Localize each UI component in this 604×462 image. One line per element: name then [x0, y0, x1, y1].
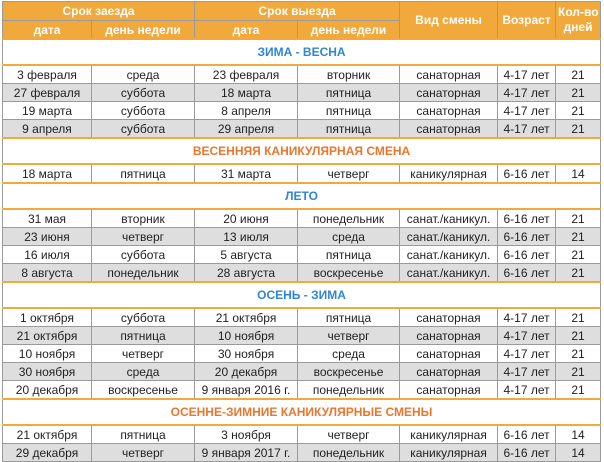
days-cell: 14 — [556, 444, 601, 462]
shift-type-cell: санаторная — [400, 120, 498, 139]
departure-weekday-cell: понедельник — [298, 381, 400, 400]
age-cell: 4-17 лет — [498, 327, 556, 345]
age-cell: 4-17 лет — [498, 65, 556, 84]
table-row — [3, 308, 601, 327]
holiday-shift-title: ОСЕННЕ-ЗИМНИЕ КАНИКУЛЯРНЫЕ СМЕНЫ — [3, 399, 601, 425]
arrival-date-cell: 23 июня — [3, 228, 92, 246]
departure-weekday-cell: воскресенье — [298, 264, 400, 283]
table-row — [3, 209, 601, 228]
arrival-date-header: дата — [3, 21, 92, 40]
arrival-weekday-cell: среда — [92, 65, 195, 84]
age-cell: 4-17 лет — [498, 363, 556, 381]
arrival-date-cell: 21 октября — [3, 425, 92, 444]
arrival-weekday-cell: суббота — [92, 120, 195, 139]
shift-type-cell: санат./каникул. — [400, 246, 498, 264]
season-header-row — [3, 39, 601, 65]
holiday-shift-header-row — [3, 399, 601, 425]
departure-date-cell: 5 августа — [195, 246, 298, 264]
days-header-line1: Кол-во — [558, 5, 599, 19]
departure-date-cell: 28 августа — [195, 264, 298, 283]
table-row — [3, 381, 601, 400]
arrival-weekday-cell: четверг — [92, 228, 195, 246]
arrival-weekday-cell: среда — [92, 363, 195, 381]
departure-weekday-cell: четверг — [298, 425, 400, 444]
departure-date-header: дата — [195, 21, 298, 40]
departure-weekday-cell: пятница — [298, 120, 400, 139]
holiday-shift-title: ВЕСЕННЯЯ КАНИКУЛЯРНАЯ СМЕНА — [3, 138, 601, 164]
days-header-line2: дней — [563, 20, 593, 34]
table-row — [3, 345, 601, 363]
shift-type-cell: санат./каникул. — [400, 264, 498, 283]
departure-weekday-header: день недели — [298, 21, 400, 40]
season-title: ЗИМА - ВЕСНА — [3, 39, 601, 65]
arrival-date-cell: 30 ноября — [3, 363, 92, 381]
arrival-weekday-cell: пятница — [92, 425, 195, 444]
age-cell: 4-17 лет — [498, 381, 556, 400]
arrival-date-cell: 10 ноября — [3, 345, 92, 363]
age-cell: 4-17 лет — [498, 120, 556, 139]
shift-type-cell: санаторная — [400, 363, 498, 381]
arrival-weekday-cell: воскресенье — [92, 381, 195, 400]
departure-date-cell: 20 июня — [195, 209, 298, 228]
shift-type-cell: каникулярная — [400, 425, 498, 444]
arrival-date-cell: 31 мая — [3, 209, 92, 228]
arrival-weekday-cell: четверг — [92, 345, 195, 363]
arrival-date-cell: 29 декабря — [3, 444, 92, 462]
departure-date-cell: 18 марта — [195, 84, 298, 102]
departure-weekday-cell: среда — [298, 345, 400, 363]
shift-type-cell: санаторная — [400, 308, 498, 327]
camp-shift-schedule-table — [2, 1, 601, 462]
holiday-shift-header-row — [3, 138, 601, 164]
departure-weekday-cell: пятница — [298, 246, 400, 264]
shift-type-cell: санаторная — [400, 327, 498, 345]
departure-date-cell: 9 января 2016 г. — [195, 381, 298, 400]
table-row — [3, 102, 601, 120]
days-cell: 21 — [556, 264, 601, 283]
age-cell: 6-16 лет — [498, 264, 556, 283]
age-cell: 4-17 лет — [498, 308, 556, 327]
departure-weekday-cell: вторник — [298, 65, 400, 84]
arrival-weekday-cell: суббота — [92, 246, 195, 264]
season-title: ЛЕТО — [3, 183, 601, 209]
days-header — [556, 2, 601, 40]
age-cell: 6-16 лет — [498, 209, 556, 228]
days-cell: 21 — [556, 102, 601, 120]
arrival-weekday-cell: вторник — [92, 209, 195, 228]
table-row — [3, 164, 601, 183]
season-header-row — [3, 183, 601, 209]
age-cell: 4-17 лет — [498, 345, 556, 363]
schedule-body — [3, 39, 601, 462]
days-cell: 21 — [556, 345, 601, 363]
departure-header: Срок выезда — [195, 2, 400, 21]
table-row — [3, 246, 601, 264]
arrival-date-cell: 8 августа — [3, 264, 92, 283]
shift-type-header: Вид смены — [400, 2, 498, 40]
table-row — [3, 264, 601, 283]
days-cell: 21 — [556, 84, 601, 102]
shift-type-cell: санаторная — [400, 84, 498, 102]
shift-type-cell: санат./каникул. — [400, 228, 498, 246]
shift-type-cell: санаторная — [400, 65, 498, 84]
days-cell: 21 — [556, 228, 601, 246]
arrival-date-cell: 16 июля — [3, 246, 92, 264]
arrival-weekday-cell: пятница — [92, 164, 195, 183]
days-cell: 21 — [556, 327, 601, 345]
table-row — [3, 84, 601, 102]
days-cell: 21 — [556, 381, 601, 400]
departure-weekday-cell: понедельник — [298, 209, 400, 228]
arrival-weekday-cell: суббота — [92, 84, 195, 102]
days-cell: 21 — [556, 246, 601, 264]
arrival-weekday-cell: суббота — [92, 308, 195, 327]
shift-type-cell: санаторная — [400, 381, 498, 400]
departure-weekday-cell: пятница — [298, 308, 400, 327]
departure-weekday-cell: воскресенье — [298, 363, 400, 381]
arrival-date-cell: 20 декабря — [3, 381, 92, 400]
days-cell: 21 — [556, 65, 601, 84]
arrival-date-cell: 21 октября — [3, 327, 92, 345]
table-row — [3, 327, 601, 345]
departure-weekday-cell: четверг — [298, 164, 400, 183]
season-header-row — [3, 282, 601, 308]
days-cell: 21 — [556, 363, 601, 381]
table-row — [3, 65, 601, 84]
departure-weekday-cell: пятница — [298, 84, 400, 102]
departure-date-cell: 9 января 2017 г. — [195, 444, 298, 462]
departure-date-cell: 30 ноября — [195, 345, 298, 363]
shift-type-cell: каникулярная — [400, 444, 498, 462]
arrival-weekday-cell: суббота — [92, 102, 195, 120]
departure-date-cell: 10 ноября — [195, 327, 298, 345]
shift-type-cell: санат./каникул. — [400, 209, 498, 228]
arrival-date-cell: 27 февраля — [3, 84, 92, 102]
departure-date-cell: 29 апреля — [195, 120, 298, 139]
days-cell: 21 — [556, 209, 601, 228]
age-cell: 6-16 лет — [498, 425, 556, 444]
age-header: Возраст — [498, 2, 556, 40]
age-cell: 6-16 лет — [498, 164, 556, 183]
season-title: ОСЕНЬ - ЗИМА — [3, 282, 601, 308]
departure-date-cell: 23 февраля — [195, 65, 298, 84]
departure-date-cell: 3 ноября — [195, 425, 298, 444]
departure-weekday-cell: четверг — [298, 327, 400, 345]
age-cell: 6-16 лет — [498, 228, 556, 246]
shift-type-cell: каникулярная — [400, 164, 498, 183]
departure-weekday-cell: пятница — [298, 102, 400, 120]
days-cell: 21 — [556, 308, 601, 327]
age-cell: 6-16 лет — [498, 444, 556, 462]
table-row — [3, 363, 601, 381]
arrival-date-cell: 19 марта — [3, 102, 92, 120]
arrival-date-cell: 3 февраля — [3, 65, 92, 84]
arrival-weekday-cell: понедельник — [92, 264, 195, 283]
departure-date-cell: 13 июля — [195, 228, 298, 246]
table-row — [3, 120, 601, 139]
arrival-date-cell: 18 марта — [3, 164, 92, 183]
age-cell: 6-16 лет — [498, 246, 556, 264]
arrival-date-cell: 1 октября — [3, 308, 92, 327]
table-row — [3, 228, 601, 246]
shift-type-cell: санаторная — [400, 102, 498, 120]
days-cell: 14 — [556, 425, 601, 444]
departure-date-cell: 8 апреля — [195, 102, 298, 120]
age-cell: 4-17 лет — [498, 102, 556, 120]
arrival-weekday-header: день недели — [92, 21, 195, 40]
days-cell: 14 — [556, 164, 601, 183]
departure-date-cell: 31 марта — [195, 164, 298, 183]
arrival-date-cell: 9 апреля — [3, 120, 92, 139]
age-cell: 4-17 лет — [498, 84, 556, 102]
table-row — [3, 425, 601, 444]
shift-type-cell: санаторная — [400, 345, 498, 363]
departure-weekday-cell: среда — [298, 228, 400, 246]
days-cell: 21 — [556, 120, 601, 139]
departure-date-cell: 21 октября — [195, 308, 298, 327]
arrival-header: Срок заезда — [3, 2, 195, 21]
departure-date-cell: 20 декабря — [195, 363, 298, 381]
departure-weekday-cell: понедельник — [298, 444, 400, 462]
arrival-weekday-cell: пятница — [92, 327, 195, 345]
arrival-weekday-cell: четверг — [92, 444, 195, 462]
table-row — [3, 444, 601, 462]
